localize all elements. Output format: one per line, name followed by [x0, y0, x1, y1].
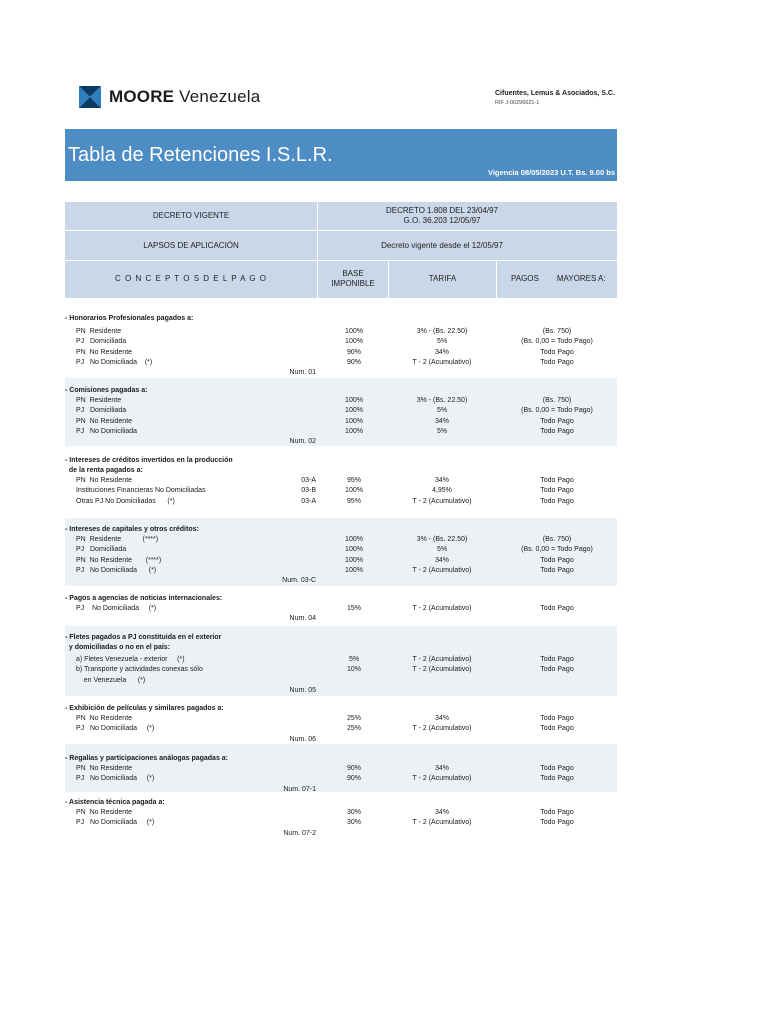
row-pagos-mayores: (Bs. 0,00 = Todo Pago): [521, 407, 593, 415]
row-base-imponible: 15%: [346, 605, 361, 612]
section-number: Num. 04: [289, 615, 316, 623]
title-banner: [65, 129, 617, 181]
row-tarifa: T - 2 (Acumulativo): [412, 819, 472, 827]
row-base-imponible: 100%: [345, 427, 363, 435]
moore-mark-icon: [79, 86, 101, 108]
row-base-imponible: 90%: [346, 775, 361, 783]
row-base-imponible: 100%: [345, 407, 363, 415]
lapsos-value: Decreto vigente desde el 12/05/97: [381, 240, 503, 250]
row-concept: PN No Residente (****): [76, 556, 162, 564]
row-base-imponible: 100%: [345, 328, 363, 335]
row-tarifa: 34%: [434, 715, 449, 722]
row-pagos-mayores: Todo Pago: [540, 725, 574, 733]
row-concept: b) Transporte y actividades conexas sólo: [76, 666, 203, 674]
row-base-imponible: 90%: [346, 765, 361, 772]
row-base-imponible: 100%: [345, 338, 363, 346]
row-base-imponible: 90%: [346, 348, 361, 356]
row-base-imponible: 5%: [348, 656, 360, 663]
row-base-imponible: 25%: [346, 725, 361, 733]
row-pagos-mayores: Todo Pago: [540, 348, 574, 356]
row-base-imponible: 100%: [345, 566, 363, 574]
row-concept: PJ Domiciliada: [76, 407, 127, 415]
row-tarifa: 5%: [436, 407, 448, 415]
row-pagos-mayores: Todo Pago: [540, 497, 574, 505]
row-pagos-mayores: Todo Pago: [540, 819, 574, 827]
row-base-imponible: 100%: [345, 487, 363, 495]
row-concept: PN No Residente: [76, 348, 133, 356]
row-concept: PJ No Domiciliada (*): [76, 775, 155, 783]
decreto-value: DECRETO 1.808 DEL 23/04/97 G.O. 36.203 12/05/97: [385, 206, 499, 225]
section-number: Num. 02: [289, 438, 316, 446]
row-base-imponible: 95%: [346, 497, 361, 505]
row-tarifa: T - 2 (Acumulativo): [412, 666, 472, 674]
row-pagos-mayores: (Bs. 0,00 = Todo Pago): [521, 338, 593, 346]
row-tarifa: 3% - (Bs. 22.50): [416, 536, 468, 543]
section-title: - Intereses de créditos invertidos en la producción: [65, 457, 233, 464]
section-title: y domiciliadas o no en el país:: [65, 644, 171, 652]
row-pagos-mayores: Todo Pago: [540, 358, 574, 366]
row-tarifa: T - 2 (Acumulativo): [412, 775, 472, 783]
vigencia-text: Vigencia 08/05/2023 U.T. Bs. 9.00 bs: [487, 168, 615, 177]
row-base-imponible: 100%: [345, 536, 363, 543]
row-pagos-mayores: Todo Pago: [540, 566, 574, 574]
row-tarifa: 34%: [434, 765, 449, 772]
row-tarifa: 34%: [434, 809, 449, 816]
row-concept: PN No Residente: [76, 417, 133, 425]
row-tarifa: 5%: [436, 338, 448, 346]
row-concept: PN No Residente: [76, 477, 133, 484]
row-concept: PN Residente: [76, 397, 122, 404]
row-tarifa: T - 2 (Acumulativo): [412, 358, 472, 366]
row-pagos-mayores: Todo Pago: [540, 487, 574, 495]
section-title: - Regalías y participaciones análogas pagadas a:: [65, 755, 229, 762]
conceptos-header: C O N C E P T O S D E L P A G O: [115, 274, 267, 283]
row-tarifa: 34%: [434, 417, 449, 425]
row-concept: a) Fletes Venezuela - exterior (*): [76, 656, 185, 663]
row-tarifa: T - 2 (Acumulativo): [412, 656, 472, 663]
brand-name: MOORE Venezuela: [109, 87, 261, 106]
row-base-imponible: 25%: [346, 715, 361, 722]
row-code: 03-B: [301, 487, 316, 495]
row-concept: Otras PJ No Domiciliadas (*): [76, 497, 175, 505]
row-base-imponible: 30%: [346, 809, 361, 816]
row-concept: PJ No Domiciliada (*): [76, 566, 157, 574]
row-tarifa: 34%: [434, 556, 449, 564]
row-tarifa: T - 2 (Acumulativo): [412, 605, 472, 612]
row-pagos-mayores: (Bs. 750): [542, 397, 572, 404]
row-base-imponible: 95%: [346, 477, 361, 484]
row-tarifa: T - 2 (Acumulativo): [412, 566, 472, 574]
row-base-imponible: 30%: [346, 819, 361, 827]
row-pagos-mayores: Todo Pago: [540, 656, 574, 663]
row-concept: PJ No Domiciliada (*): [76, 605, 157, 612]
header-divider: [65, 260, 617, 261]
row-concept: en Venezuela (*): [76, 676, 146, 684]
section-number: Num. 05: [289, 686, 316, 694]
tarifa-header: TARIFA: [428, 274, 457, 283]
row-concept: PN Residente: [76, 328, 122, 335]
row-concept: PJ No Domiciliada: [76, 427, 138, 435]
firm-name: Cifuentes, Lemus & Asociados, S.C.: [495, 90, 615, 97]
section-title: - Asistencia técnica pagada a:: [65, 799, 165, 806]
row-pagos-mayores: (Bs. 0,00 = Todo Pago): [521, 546, 593, 554]
row-base-imponible: 90%: [346, 358, 361, 366]
row-tarifa: T - 2 (Acumulativo): [412, 497, 472, 505]
header-divider: [496, 260, 497, 298]
row-base-imponible: 100%: [345, 556, 363, 564]
row-concept: PN No Residente: [76, 809, 133, 816]
section-title: - Comisiones pagadas a:: [65, 387, 148, 394]
row-concept: PJ No Domiciliada (*): [76, 725, 155, 733]
row-pagos-mayores: Todo Pago: [540, 556, 574, 564]
row-concept: PJ No Domiciliada (*): [76, 819, 155, 827]
row-tarifa: 34%: [434, 477, 449, 484]
row-concept: PN Residente (****): [76, 536, 159, 543]
row-concept: Instituciones Financieras No Domiciliadas: [76, 487, 206, 495]
section-title: - Fletes pagados a PJ constituida en el exterior: [65, 634, 222, 641]
firm-rif: RIF J-00296621-1: [495, 100, 540, 106]
section-title: - Intereses de capitales y otros créditos:: [65, 526, 199, 533]
row-concept: PN No Residente: [76, 715, 133, 722]
row-tarifa: 4,95%: [432, 487, 452, 495]
header-divider: [317, 202, 318, 298]
row-pagos-mayores: Todo Pago: [540, 775, 574, 783]
row-code: 03-A: [301, 477, 316, 484]
section-number: Num. 07-2: [283, 829, 316, 837]
row-pagos-mayores: (Bs. 750): [542, 536, 572, 543]
pagos-header: PAGOS MAYORES A:: [511, 274, 606, 283]
section-number: Num. 01: [289, 369, 316, 377]
row-base-imponible: 100%: [345, 397, 363, 404]
row-tarifa: 5%: [436, 546, 448, 554]
section-number: Num. 03-C: [282, 577, 316, 585]
row-pagos-mayores: Todo Pago: [540, 809, 574, 816]
row-concept: PJ Domiciliada: [76, 546, 127, 554]
base-imponible-header: BASE IMPONIBLE: [331, 269, 375, 288]
row-tarifa: 3% - (Bs. 22.50): [416, 328, 468, 335]
lapsos-label: LAPSOS DE APLICACIÓN: [143, 240, 239, 250]
row-pagos-mayores: Todo Pago: [540, 477, 574, 484]
row-base-imponible: 100%: [345, 546, 363, 554]
section-title: de la renta pagados a:: [65, 467, 143, 475]
row-pagos-mayores: Todo Pago: [540, 715, 574, 722]
row-pagos-mayores: (Bs. 750): [542, 328, 572, 335]
decreto-label: DECRETO VIGENTE: [152, 211, 230, 220]
row-tarifa: 34%: [434, 348, 449, 356]
row-tarifa: 5%: [436, 427, 448, 435]
row-pagos-mayores: Todo Pago: [540, 765, 574, 772]
section-title: - Exhibición de películas y similares pagados a:: [65, 705, 224, 712]
row-concept: PJ Domiciliada: [76, 338, 127, 346]
moore-logo: [79, 86, 260, 108]
row-code: 03-A: [301, 497, 316, 505]
section-number: Num. 07-1: [283, 785, 316, 793]
section-title: - Honorarios Profesionales pagados a:: [65, 315, 194, 322]
page-title: Tabla de Retenciones I.S.L.R.: [68, 144, 333, 166]
row-concept: PN No Residente: [76, 765, 133, 772]
row-pagos-mayores: Todo Pago: [540, 417, 574, 425]
row-pagos-mayores: Todo Pago: [540, 666, 574, 674]
row-base-imponible: 10%: [346, 666, 361, 674]
header-divider: [388, 260, 389, 298]
section-number: Num. 06: [289, 735, 316, 743]
row-tarifa: T - 2 (Acumulativo): [412, 725, 472, 733]
row-concept: PJ No Domiciliada (*): [76, 358, 153, 366]
row-pagos-mayores: Todo Pago: [540, 427, 574, 435]
row-pagos-mayores: Todo Pago: [540, 605, 574, 612]
header-divider: [65, 230, 617, 231]
row-base-imponible: 100%: [345, 417, 363, 425]
row-tarifa: 3% - (Bs. 22.50): [416, 397, 468, 404]
section-title: - Pagos a agencias de noticias internacionales:: [65, 595, 223, 602]
